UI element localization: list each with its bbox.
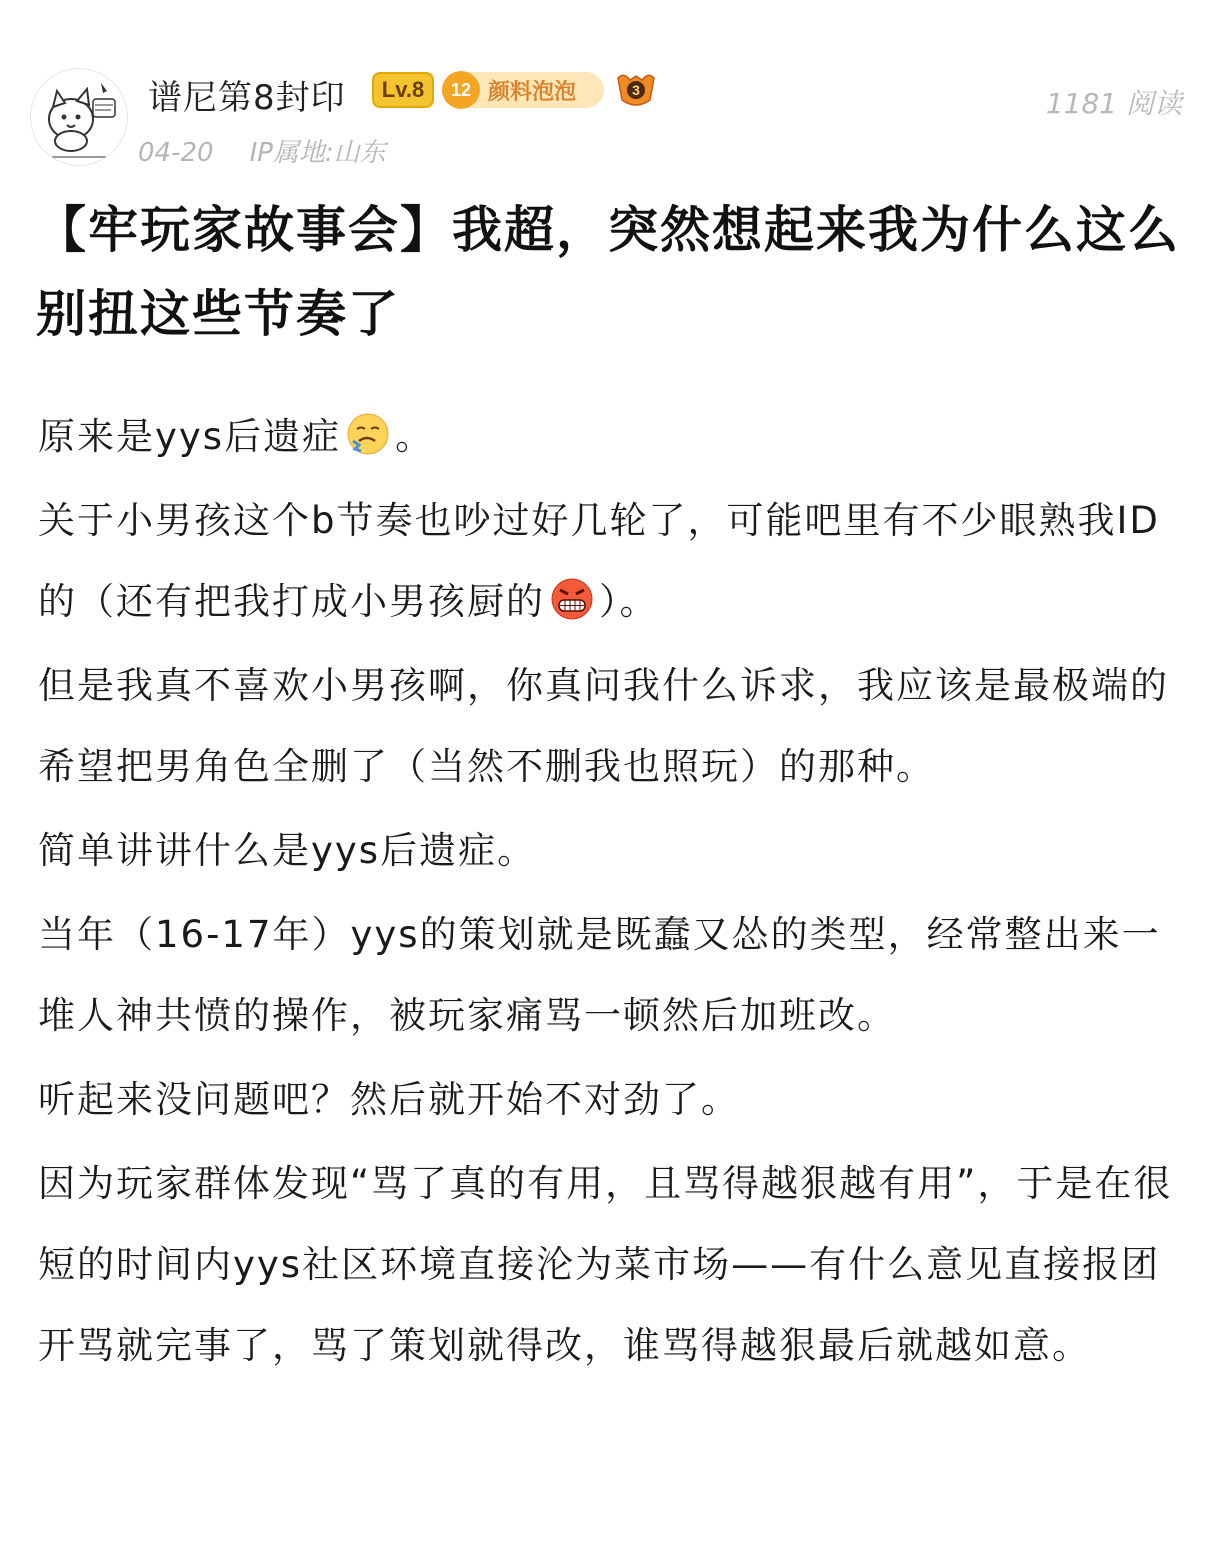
read-count: 1181 阅读 bbox=[1045, 87, 1182, 120]
title-badge bbox=[444, 72, 604, 108]
post-body bbox=[38, 396, 1188, 1389]
title-badge-text: 颜料泡泡 bbox=[488, 79, 577, 105]
paragraph-text: 关于小男孩这个b节奏也吵过好几轮了，可能吧里有不少眼熟我ID的（还有把我打成小男孩厨的 bbox=[38, 499, 1160, 623]
paragraph-7: 因为玩家群体发现“骂了真的有用，且骂得越狠越有用”，于是在很短的时间内yys社区环境直接沦为菜市场——有什么意见直接报团开骂就完事了，骂了策划就得改，谁骂得越狠最后就越如意。 bbox=[38, 1162, 1173, 1367]
medal-icon bbox=[614, 70, 658, 112]
paragraph-text-end: 。 bbox=[395, 415, 435, 458]
paragraph-2 bbox=[38, 480, 1188, 642]
ip-location: IP属地:山东 bbox=[249, 138, 386, 168]
post-title: 【牢玩家故事会】我超，突然想起来我为什么这么别扭这些节奏了 bbox=[36, 200, 1180, 343]
sneezing-face-emoji bbox=[345, 411, 391, 457]
paragraph-3: 但是我真不喜欢小男孩啊，你真问我什么诉求，我应该是最极端的希望把男角色全删了（当然不删我也照玩）的那种。 bbox=[38, 664, 1169, 788]
cat-avatar-icon bbox=[31, 69, 127, 165]
paragraph-text: 原来是yys后遗症 bbox=[38, 415, 342, 458]
paragraph-1 bbox=[38, 396, 1188, 477]
avatar[interactable] bbox=[30, 68, 128, 166]
medal-number: 3 bbox=[632, 82, 640, 98]
paragraph-text-end: ）。 bbox=[599, 580, 659, 623]
post-header bbox=[0, 0, 1220, 170]
grimacing-face-emoji bbox=[549, 576, 595, 622]
title-badge-number: 12 bbox=[442, 71, 480, 109]
post-date: 04-20 bbox=[138, 138, 214, 168]
paragraph-5: 当年（16-17年）yys的策划就是既蠢又怂的类型，经常整出来一堆人神共愤的操作，被玩家痛骂一顿然后加班改。 bbox=[38, 913, 1161, 1037]
username[interactable]: 谱尼第8封印 bbox=[148, 78, 346, 118]
post-meta bbox=[138, 132, 386, 169]
level-badge: Lv.8 bbox=[372, 72, 434, 108]
paragraph-6: 听起来没问题吧？然后就开始不对劲了。 bbox=[38, 1078, 740, 1121]
paragraph-4: 简单讲讲什么是yys后遗症。 bbox=[38, 829, 537, 872]
